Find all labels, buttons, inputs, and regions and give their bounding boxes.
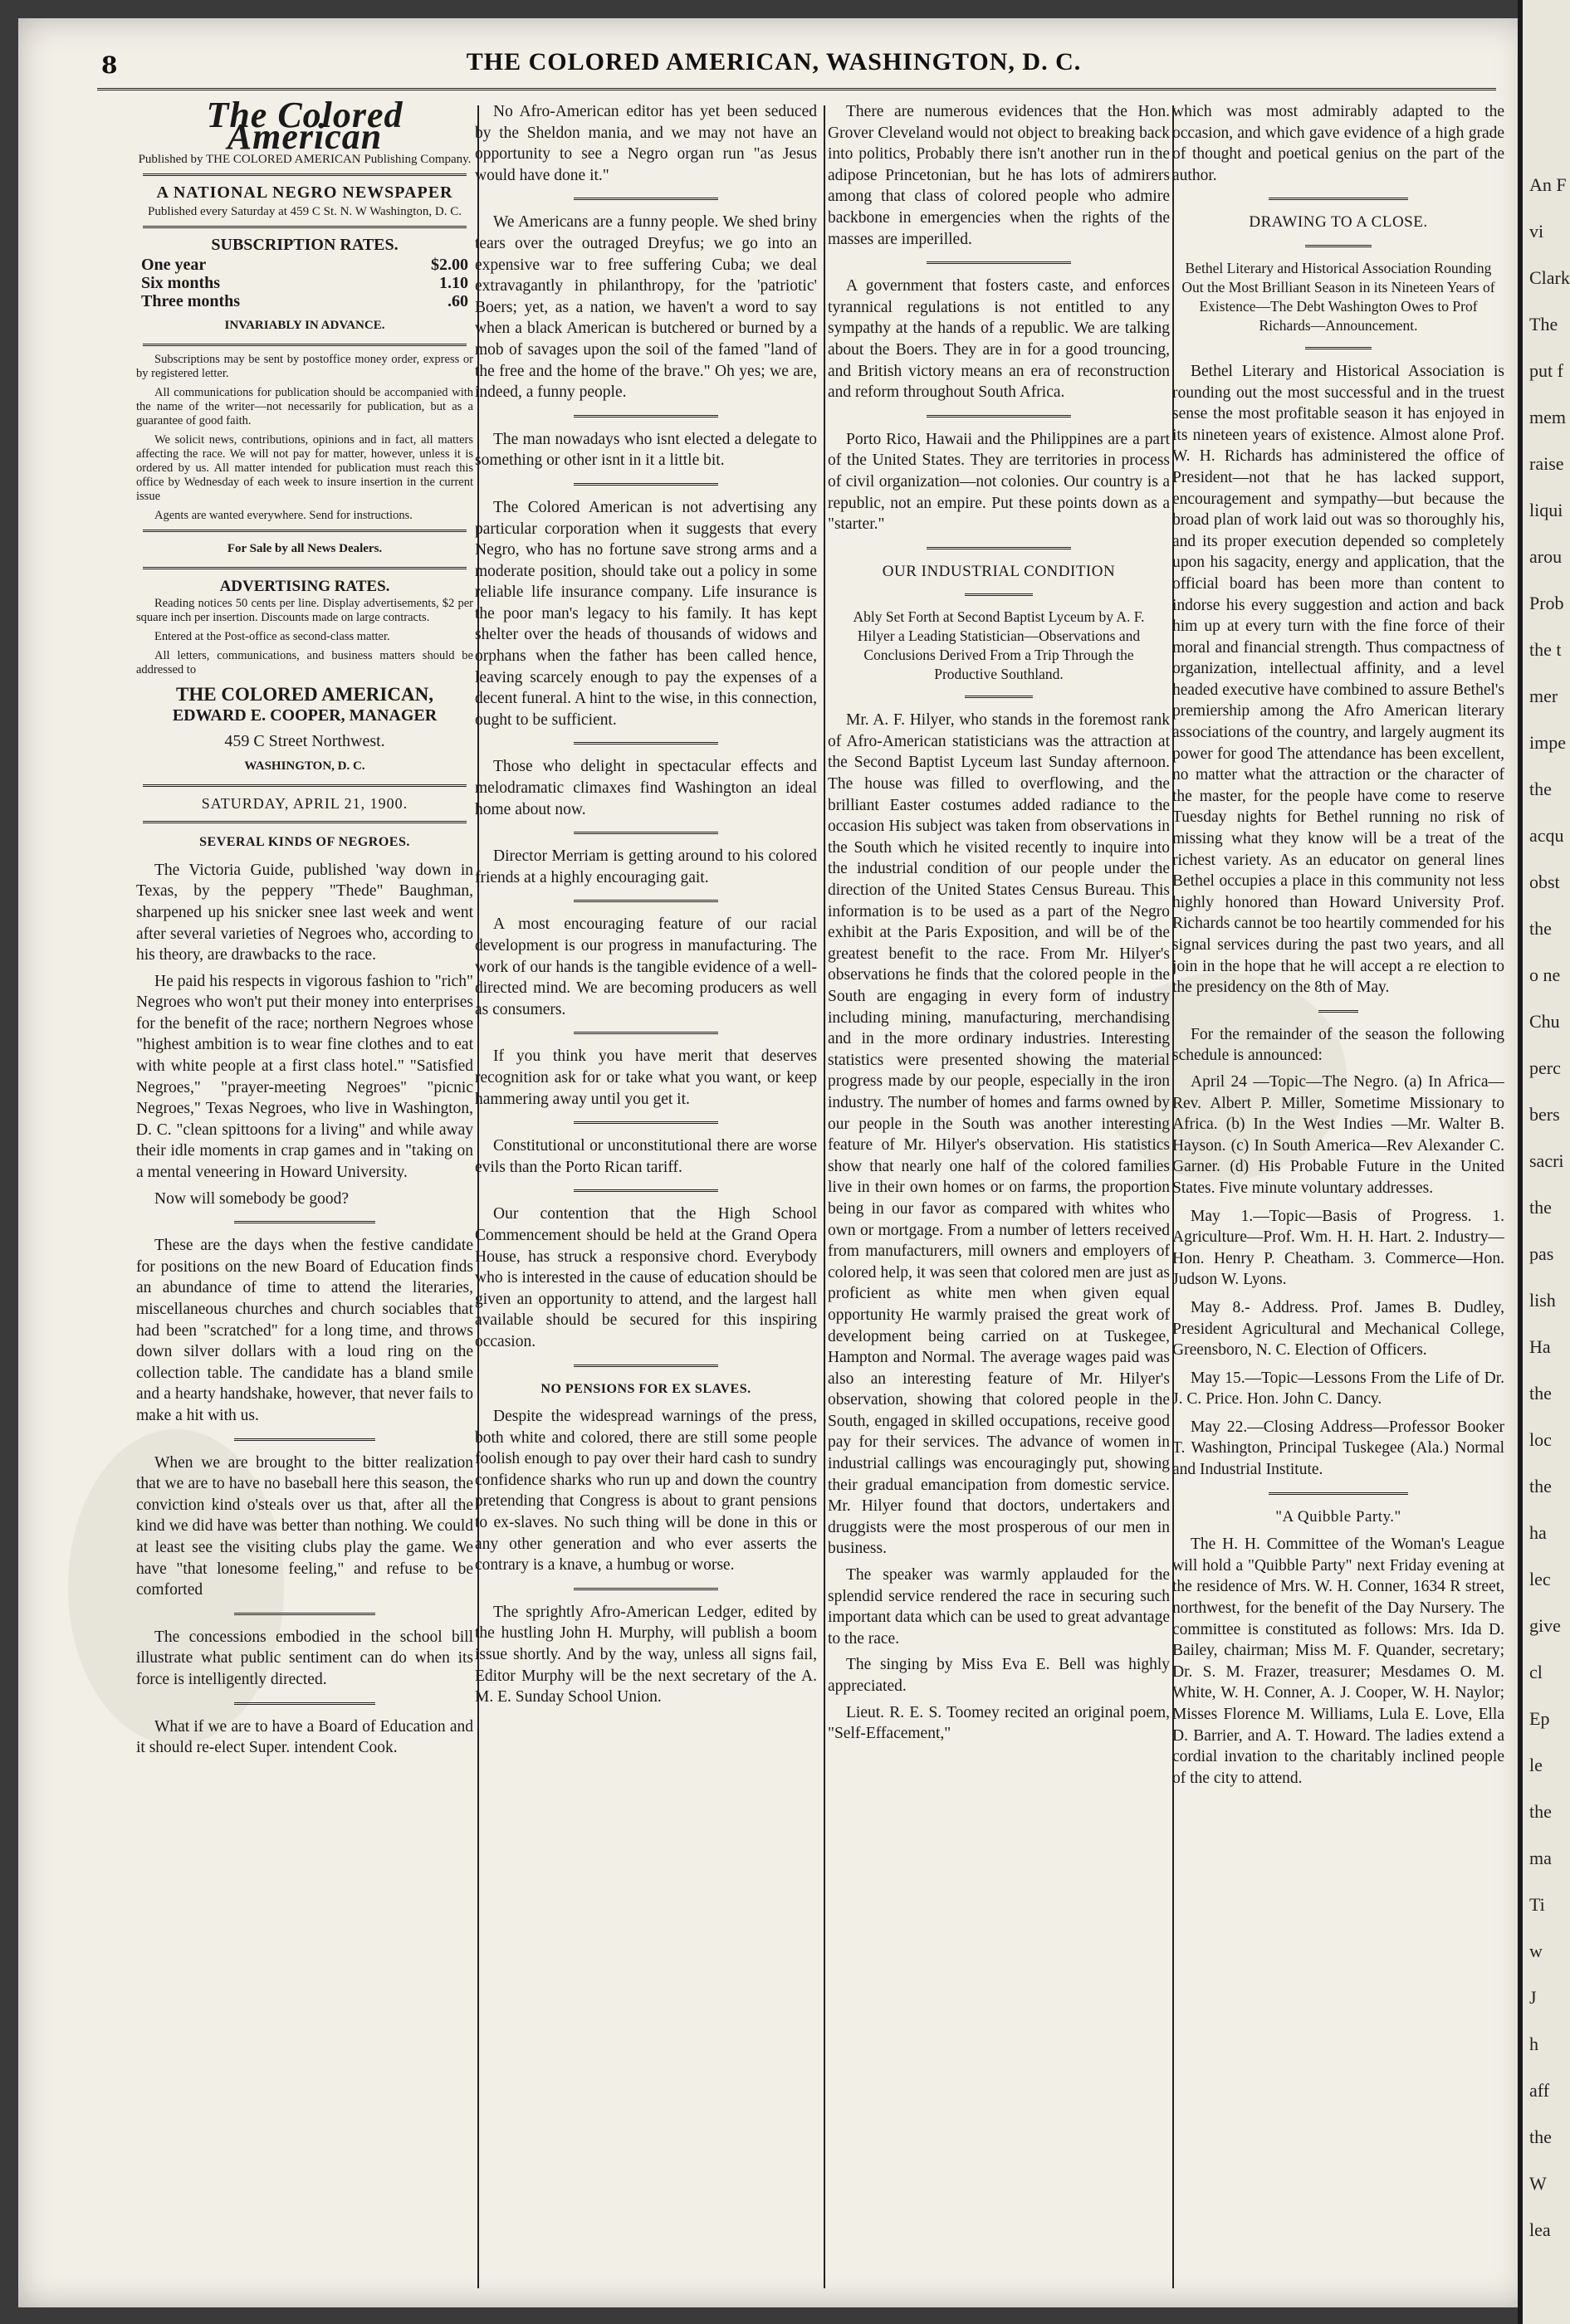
fragment-text: mer	[1529, 686, 1558, 706]
rate-row	[136, 292, 473, 310]
fragment-text: lec	[1529, 1569, 1551, 1589]
article-paragraph: Constitutional or unconstitutional there are worse evils than the Porto Rican tariff.	[475, 1137, 817, 1176]
masthead-publisher: Published by THE COLORED AMERICAN Publishing Company.	[138, 153, 472, 167]
advance-notice: INVARIABLY IN ADVANCE.	[224, 319, 385, 333]
newspaper-page	[18, 18, 1529, 2307]
fragment-text: acqu	[1529, 825, 1564, 846]
article-paragraph: If you think you have merit that deserves recognition ask for or take what you want, or keep hammering away until you get it.	[475, 1047, 817, 1108]
fragment-text: cl	[1529, 1662, 1543, 1682]
article-paragraph: The sprightly Afro-American Ledger, edited by the hustling John H. Murphy, will publish a boom issue shortly. And by the way, unless all signs fail, Editor Murphy will be the next secretary of the A. M. E. Sunday School Union.	[475, 1603, 817, 1706]
article-paragraph: Director Merriam is getting around to his colored friends at a highly encouraging gait.	[475, 847, 817, 886]
notice-text: We solicit news, contributions, opinions and in fact, all matters affecting the race. We will not pay for matter, however, unless it is ordered by us. All matter intended for publication must reach this office by Wednesday of each week to insure insertion in the current issue	[136, 432, 473, 503]
schedule-item: April 24 —Topic—The Negro. (a) In Africa—Rev. Albert P. Miller, Sometime Missionary to Africa. (b) In the West Indies —Mr. Walter B. Hayson. (c) In South America—Rev Alexander C. Garner. (d) His Probable Future in the United States. Five minute voluntary addresses.	[1172, 1072, 1504, 1197]
divider	[143, 784, 467, 787]
advertising-text: Reading notices 50 cents per line. Display advertisements, $2 per square inch per insertion. Discounts made on large contracts.	[136, 597, 473, 625]
fragment-text: the	[1529, 779, 1552, 799]
schedule-item: May 1.—Topic—Basis of Progress. 1. Agriculture—Prof. Wm. H. H. Hart. 2. Industry—Hon. Henry P. Cheatham. 3. Commerce—Hon. Judson W. Lyons.	[1172, 1207, 1504, 1289]
column-rule	[824, 105, 825, 2288]
manager-name: EDWARD E. COOPER, MANAGER	[172, 706, 438, 725]
divider	[574, 1121, 717, 1124]
fragment-text: An F	[1529, 174, 1567, 195]
divider	[234, 1438, 376, 1441]
running-head: THE COLORED AMERICAN, WASHINGTON, D. C.	[466, 48, 1082, 76]
article-paragraph: Bethel Literary and Historical Association is rounding out the most successful and in the truest sense the most profitable season it has enjoyed in its nineteen years of existence. Almost alone Prof. W. H. Richards has administered the office of President—not that he has lacked support, encouragement and sympathy—but because the broad plan of work laid out was so thoroughly his, and its proper execution depended so completely upon his sagacity, energy and application, that the official board has been more than content to indorse his every suggestion and action and back him up at every turn with the fine force of their moral and financial strength. Thus compactness of organization, intellectual affinity, and a level headed executive have combined to assure Bethel's premiership among the Afro American literary associations of the country, and largely augment its power for good The attendance has been excellent, no matter what the attraction or the character of the master, for the people have come to reserve Tuesday nights for Bethel running no risk of missing what they know will be a treat of the richest variety. As an educator on general lines Bethel occupies a place in this community not less highly honored than Howard University Prof. Richards cannot be too heartily commended for his signal services during the past two years, and all join in the hope that he will accept a re election to the presidency on the 8th of May.	[1172, 362, 1504, 997]
fragment-text: the	[1529, 918, 1552, 939]
fragment-text: ha	[1529, 1522, 1547, 1543]
divider	[574, 1588, 717, 1590]
article-heading: NO PENSIONS FOR EX SLAVES.	[540, 1381, 751, 1396]
divider	[965, 593, 1033, 596]
article-paragraph: No Afro-American editor has yet been seduced by the Sheldon mania, and we may not have an opportunity to see a Negro organ run "as Jesus would have done it."	[475, 103, 817, 184]
article-paragraph: Mr. A. F. Hilyer, who stands in the foremost rank of Afro-American statisticians was the attraction at the Second Baptist Lyceum last Sunday afternoon. The house was filled to overflowing, and the brilliant Easter costumes added radiance to the occasion His subject was taken from observations in the South which he visited recently to inquire into the industrial condition of our people under the direction of the United States Census Bureau. This information is to be used as a part of the Negro exhibit at the Paris Exposition, and will be of the greatest benefit to the race. From Mr. Hilyer's observations he finds that the colored people in the South are engaging in every form of industry including mining, manufacturing, merchandising and in the more ordinary industries. Interesting statistics were presented showing the material progress made by our people, especially in the iron industry. The number of homes and farms owned by our people in the South was another interesting feature of Mr. Hilyer's observation. His statistics show that nearly one half of the colored families live in their own homes or on farms, the proportion being in our favor as compared with whites who own or mortgage. From a number of letters received from manufacturers, mill owners and employers of colored help, it was seen that colored men are just as proficient as white men when given equal opportunity He warmly praised the great work of development being carried on at Tuskegee, Hampton and Normal. The average wages paid was also an interesting feature of Mr. Hilyer's observation, showing that colored people in the South, engaged in skilled occupations, receive good pay for their services. The advance of women in industrial callings was encouragingly put, showing their gradual emancipation from domestic service. Mr. Hilyer found that doctors, undertakers and druggists were the most prosperous of our men in business.	[828, 711, 1170, 1558]
fragment-text: W	[1529, 2173, 1547, 2194]
schedule-item: May 8.- Address. Prof. James B. Dudley, President Agricultural and Mechanical College, Greensboro, N. C. Election of Officers.	[1172, 1298, 1504, 1360]
rate-price: $2.00	[431, 256, 468, 275]
fragment-text: give	[1529, 1615, 1561, 1636]
divider	[927, 261, 1070, 264]
fragment-text: put f	[1529, 360, 1563, 381]
schedule-item: May 22.—Closing Address—Professor Booker T. Washington, Principal Tuskegee (Ala.) Normal and Industrial Institute.	[1172, 1418, 1504, 1479]
issue-date: SATURDAY, APRIL 21, 1900.	[201, 794, 408, 812]
article-paragraph: The concessions embodied in the school bill illustrate what public sentiment can do when its force is intelligently directed.	[136, 1628, 473, 1688]
fragment-text: Ti	[1529, 1894, 1545, 1915]
article-heading: DRAWING TO A CLOSE.	[1249, 213, 1428, 232]
fragment-text: loc	[1529, 1429, 1552, 1450]
masthead-tagline: A NATIONAL NEGRO NEWSPAPER	[156, 183, 453, 203]
article-paragraph: The Victoria Guide, published 'way down in Texas, by the peppery "Thede" Baughman, sharpened up his snicker snee last week and went after several varieties of Negroes who, according to his theory, are drawbacks to the race.	[136, 861, 473, 964]
article-paragraph: There are numerous evidences that the Hon. Grover Cleveland would not object to breaking back into politics, Probably there isn't another run in the adipose Princetonian, but he has lots of admirers among that class of colored people who admire backbone in emergencies when the rights of the masses are imperilled.	[828, 103, 1170, 248]
header-rule	[97, 88, 1496, 90]
divider	[234, 1613, 376, 1615]
column-1	[136, 101, 473, 2292]
fragment-text: the	[1529, 1801, 1552, 1822]
city: WASHINGTON, D. C.	[244, 759, 365, 773]
article-paragraph: He paid his respects in vigorous fashion to "rich" Negroes who won't put their money into enterprises for the benefit of the race; northern Negroes whose "highest ambition is to wear fine clothes and to eat with white people at a first class hotel." "Satisfied Negroes," "prayer-meeting Negroes" "picnic Negroes," Texas Negroes, who live in Washington, D. C. "clean spittoons for a living" and while away their idle moments in crap games and in "taking on a mental veneering in Howard University.	[136, 972, 473, 1182]
article-heading: SEVERAL KINDS OF NEGROES.	[199, 835, 410, 850]
fragment-text: le	[1529, 1755, 1543, 1775]
article-paragraph: Despite the widespread warnings of the press, both white and colored, there are still some people foolish enough to pay over their hard cash to sundry confidence sharks who run up and down the country pretending that Congress is about to grant pensions to ex-slaves. No such thing will be done in this or any other generation and who ever asserts the contrary is a knave, a humbug or worse.	[475, 1408, 817, 1575]
divider	[143, 173, 467, 176]
divider	[143, 344, 467, 346]
fragment-text: Clark	[1529, 267, 1570, 288]
rate-row	[136, 256, 473, 274]
fragment-text: w	[1529, 1941, 1543, 1961]
article-paragraph: These are the days when the festive candidate for positions on the new Board of Education finds an abundance of time to attend the literaries, miscellaneous churches and church sociables that had been "scratched" for a long time, and throws down silver dollars with a loud ring on the collection table. The candidate has a bland smile and a hearty handshake, however, that never fails to make a hit with us.	[136, 1237, 473, 1424]
divider	[574, 198, 717, 200]
fragment-text: vi	[1529, 221, 1544, 242]
masthead-title: The Colored American	[206, 101, 404, 157]
fragment-text: Ep	[1529, 1708, 1550, 1729]
fragment-text: the t	[1529, 639, 1562, 660]
fragment-text: obst	[1529, 872, 1560, 892]
fragment-text: the	[1529, 1197, 1552, 1218]
fragment-text: the	[1529, 2126, 1552, 2147]
divider	[1305, 347, 1372, 349]
subscription-heading: SUBSCRIPTION RATES.	[211, 235, 399, 254]
article-paragraph: Those who delight in spectacular effects and melodramatic climaxes find Washington an ideal home about now.	[475, 758, 817, 818]
fragment-text: Prob	[1529, 593, 1564, 613]
divider	[143, 821, 467, 823]
article-heading: "A Quibble Party."	[1275, 1507, 1401, 1526]
column-4	[1172, 101, 1504, 2292]
rate-row	[136, 274, 473, 292]
column-3	[828, 101, 1170, 2292]
divider	[143, 567, 467, 569]
fragment-text: sacri	[1529, 1150, 1564, 1171]
divider	[574, 832, 717, 834]
rate-price: .60	[448, 292, 468, 311]
address-name: THE COLORED AMERICAN,	[176, 684, 433, 706]
column-2	[475, 101, 817, 2292]
street-address: 459 C Street Northwest.	[224, 732, 385, 751]
article-paragraph: When we are brought to the bitter realization that we are to have no baseball here this season, the conviction kind o'steals over us that, after all the kind we did have was better than nothing. We could at least see the visiting clubs play the game. We have "that lonesome feeling," and refuse to be comforted	[136, 1453, 473, 1599]
article-subheading: Bethel Literary and Historical Association Rounding Out the Most Brilliant Season in its Nineteen Years of Existence—The Debt Washington Owes to Prof Richards—Announcement.	[1181, 259, 1495, 334]
divider	[1305, 245, 1372, 247]
advertising-text: Entered at the Post-office as second-class matter.	[154, 630, 390, 644]
article-paragraph: The Colored American is not advertising any particular corporation when it suggests that every Negro, who has no fortune save strong arms and a moderate position, should take out a policy in some reliable life insurance company. Life insurance is the poor man's legacy to his family. It has kept shelter over the heads of thousands of widows and orphans when the father has been called hence, leaving scarcely enough to pay the expenses of a decent funeral. A hint to the wise, in this connection, ought to be sufficient.	[475, 498, 817, 729]
schedule-list	[1172, 1072, 1504, 1481]
divider	[574, 1189, 717, 1192]
fragment-text: J	[1529, 1987, 1537, 2008]
article-paragraph: The speaker was warmly applauded for the splendid service rendered the race in securing such important data which can be used to great advantage to the race.	[828, 1566, 1170, 1648]
fragment-text: lea	[1529, 2219, 1551, 2240]
fragment-text: mem	[1529, 407, 1566, 427]
fragment-text: raise	[1529, 453, 1564, 474]
fragment-text: lish	[1529, 1290, 1556, 1311]
notice-text: All communications for publication should be accompanied with the name of the writer—not necessarily for publication, but as a guarantee of good faith.	[136, 385, 473, 427]
notice-text: Subscriptions may be sent by postoffice money order, express or by registered letter.	[136, 352, 473, 380]
fragment-text: Chu	[1529, 1011, 1560, 1032]
fragment-text: liqui	[1529, 500, 1563, 520]
article-paragraph: We Americans are a funny people. We shed briny tears over the outraged Dreyfus; we go into an expensive war to free suffering Cuba; we deal extravagantly in philanthropy, for the 'patriotic' Boers; yet, as a nation, we haven't a word to say when a black American is butchered or burned by a mob of savages upon the soil of the famed "land of the free and the home of the brave." Oh yes; we are, indeed, a funny people.	[475, 213, 817, 402]
notice-text: Agents are wanted everywhere. Send for instructions.	[154, 508, 413, 522]
article-paragraph: For the remainder of the season the following schedule is announced:	[1172, 1025, 1504, 1065]
adjacent-page-fragment	[1518, 0, 1570, 2324]
divider	[965, 696, 1033, 698]
rate-term: Three months	[141, 292, 241, 311]
fragment-text: Ha	[1529, 1336, 1551, 1357]
article-paragraph: Our contention that the High School Commencement should be held at the Grand Opera House, has struck a responsive chord. Everybody who is interested in the cause of education should be given an opportunity to attend, and the largest hall available should be secured for this inspiring occasion.	[475, 1205, 817, 1350]
article-heading: OUR INDUSTRIAL CONDITION	[882, 562, 1116, 580]
fragment-text: aff	[1529, 2080, 1550, 2101]
article-paragraph: The man nowadays who isnt elected a delegate to something or other isnt in it a little bit.	[475, 430, 817, 470]
fragment-text: The	[1529, 314, 1558, 334]
article-paragraph: Porto Rico, Hawaii and the Philippines are a part of the United States. They are territories in process of civil organization—not colonies. Our country is a republic, not an empire. Put these points down as a "starter."	[828, 430, 1170, 534]
divider	[1269, 198, 1408, 200]
advertising-text: All letters, communications, and business matters should be addressed to	[136, 649, 473, 677]
divider	[234, 1702, 376, 1705]
divider	[143, 226, 467, 228]
divider	[574, 900, 717, 902]
divider	[1269, 1492, 1408, 1495]
rate-price: 1.10	[439, 274, 468, 293]
divider	[574, 742, 717, 745]
divider	[1318, 1010, 1358, 1013]
page-number: 8	[101, 51, 118, 79]
article-paragraph: The singing by Miss Eva E. Bell was highly appreciated.	[828, 1656, 1170, 1695]
divider	[574, 415, 717, 417]
rate-term: Six months	[141, 274, 221, 293]
schedule-item: May 15.—Topic—Lessons From the Life of Dr. J. C. Price. Hon. John C. Dancy.	[1172, 1369, 1504, 1409]
divider	[574, 1365, 717, 1367]
article-paragraph: Now will somebody be good?	[154, 1189, 349, 1208]
article-subheading: Ably Set Forth at Second Baptist Lyceum by A. F. Hilyer a Leading Statistician—Observations and Conclusions Derived From a Trip Through the Productive Southland.	[853, 608, 1145, 683]
advertising-heading: ADVERTISING RATES.	[219, 577, 390, 595]
fragment-text: bers	[1529, 1104, 1560, 1125]
fragment-text: perc	[1529, 1057, 1561, 1078]
article-paragraph: A government that fosters caste, and enforces tyrannical regulations is not entitled to any sympathy at the hands of a republic. We are talking about the Boers. They are in for a good trouncing, and British victory means an era of reconstruction and reform throughout South Africa.	[828, 277, 1170, 402]
for-sale-notice: For Sale by all News Dealers.	[227, 541, 383, 555]
article-paragraph: which was most admirably adapted to the occasion, and which gave evidence of a high grade of thought and poetical genius on the part of the author.	[1172, 103, 1504, 184]
fragment-text: ma	[1529, 1848, 1552, 1868]
fragment-text: pas	[1529, 1243, 1554, 1264]
fragment-text: the	[1529, 1476, 1552, 1496]
masthead-published-every: Published every Saturday at 459 C St. N. W Washington, D. C.	[148, 204, 462, 218]
fragment-text: o ne	[1529, 964, 1561, 985]
divider	[927, 547, 1070, 549]
fragment-text: the	[1529, 1383, 1552, 1404]
divider	[927, 415, 1070, 417]
article-paragraph: The H. H. Committee of the Woman's League will hold a "Quibble Party" next Friday evening at the residence of Mrs. W. H. Conner, 1634 R street, northwest, for the benefit of the Day Nursery. The committee is constituted as follows: Mrs. Ida D. Bailey, chairman; Miss M. F. Quander, secretary; Dr. S. M. Frazer, treasurer; Mesdames O. M. White, W. H. Conner, A. J. Cooper, W. H. Naylor; Misses Florence M. Williams, Lula E. Love, Ella D. Barrier, and A. T. Howard. The ladies extend a cordial invation to the charitably inclined people of the city to attend.	[1172, 1536, 1504, 1787]
article-paragraph: What if we are to have a Board of Education and it should re-elect Super. intendent Cook.	[136, 1717, 473, 1757]
divider	[234, 1221, 376, 1223]
article-paragraph: Lieut. R. E. S. Toomey recited an original poem, "Self-Effacement,"	[828, 1703, 1170, 1743]
fragment-text: h	[1529, 2034, 1538, 2054]
article-paragraph: A most encouraging feature of our racial development is our progress in manufacturing. The work of our hands is the tangible evidence of a well-directed mind. We are becoming producers as well as consumers.	[475, 915, 817, 1018]
rate-term: One year	[141, 256, 207, 275]
fragment-text: arou	[1529, 546, 1563, 567]
divider	[574, 1032, 717, 1034]
divider	[143, 530, 467, 532]
fragment-text: impe	[1529, 732, 1566, 753]
divider	[574, 483, 717, 486]
